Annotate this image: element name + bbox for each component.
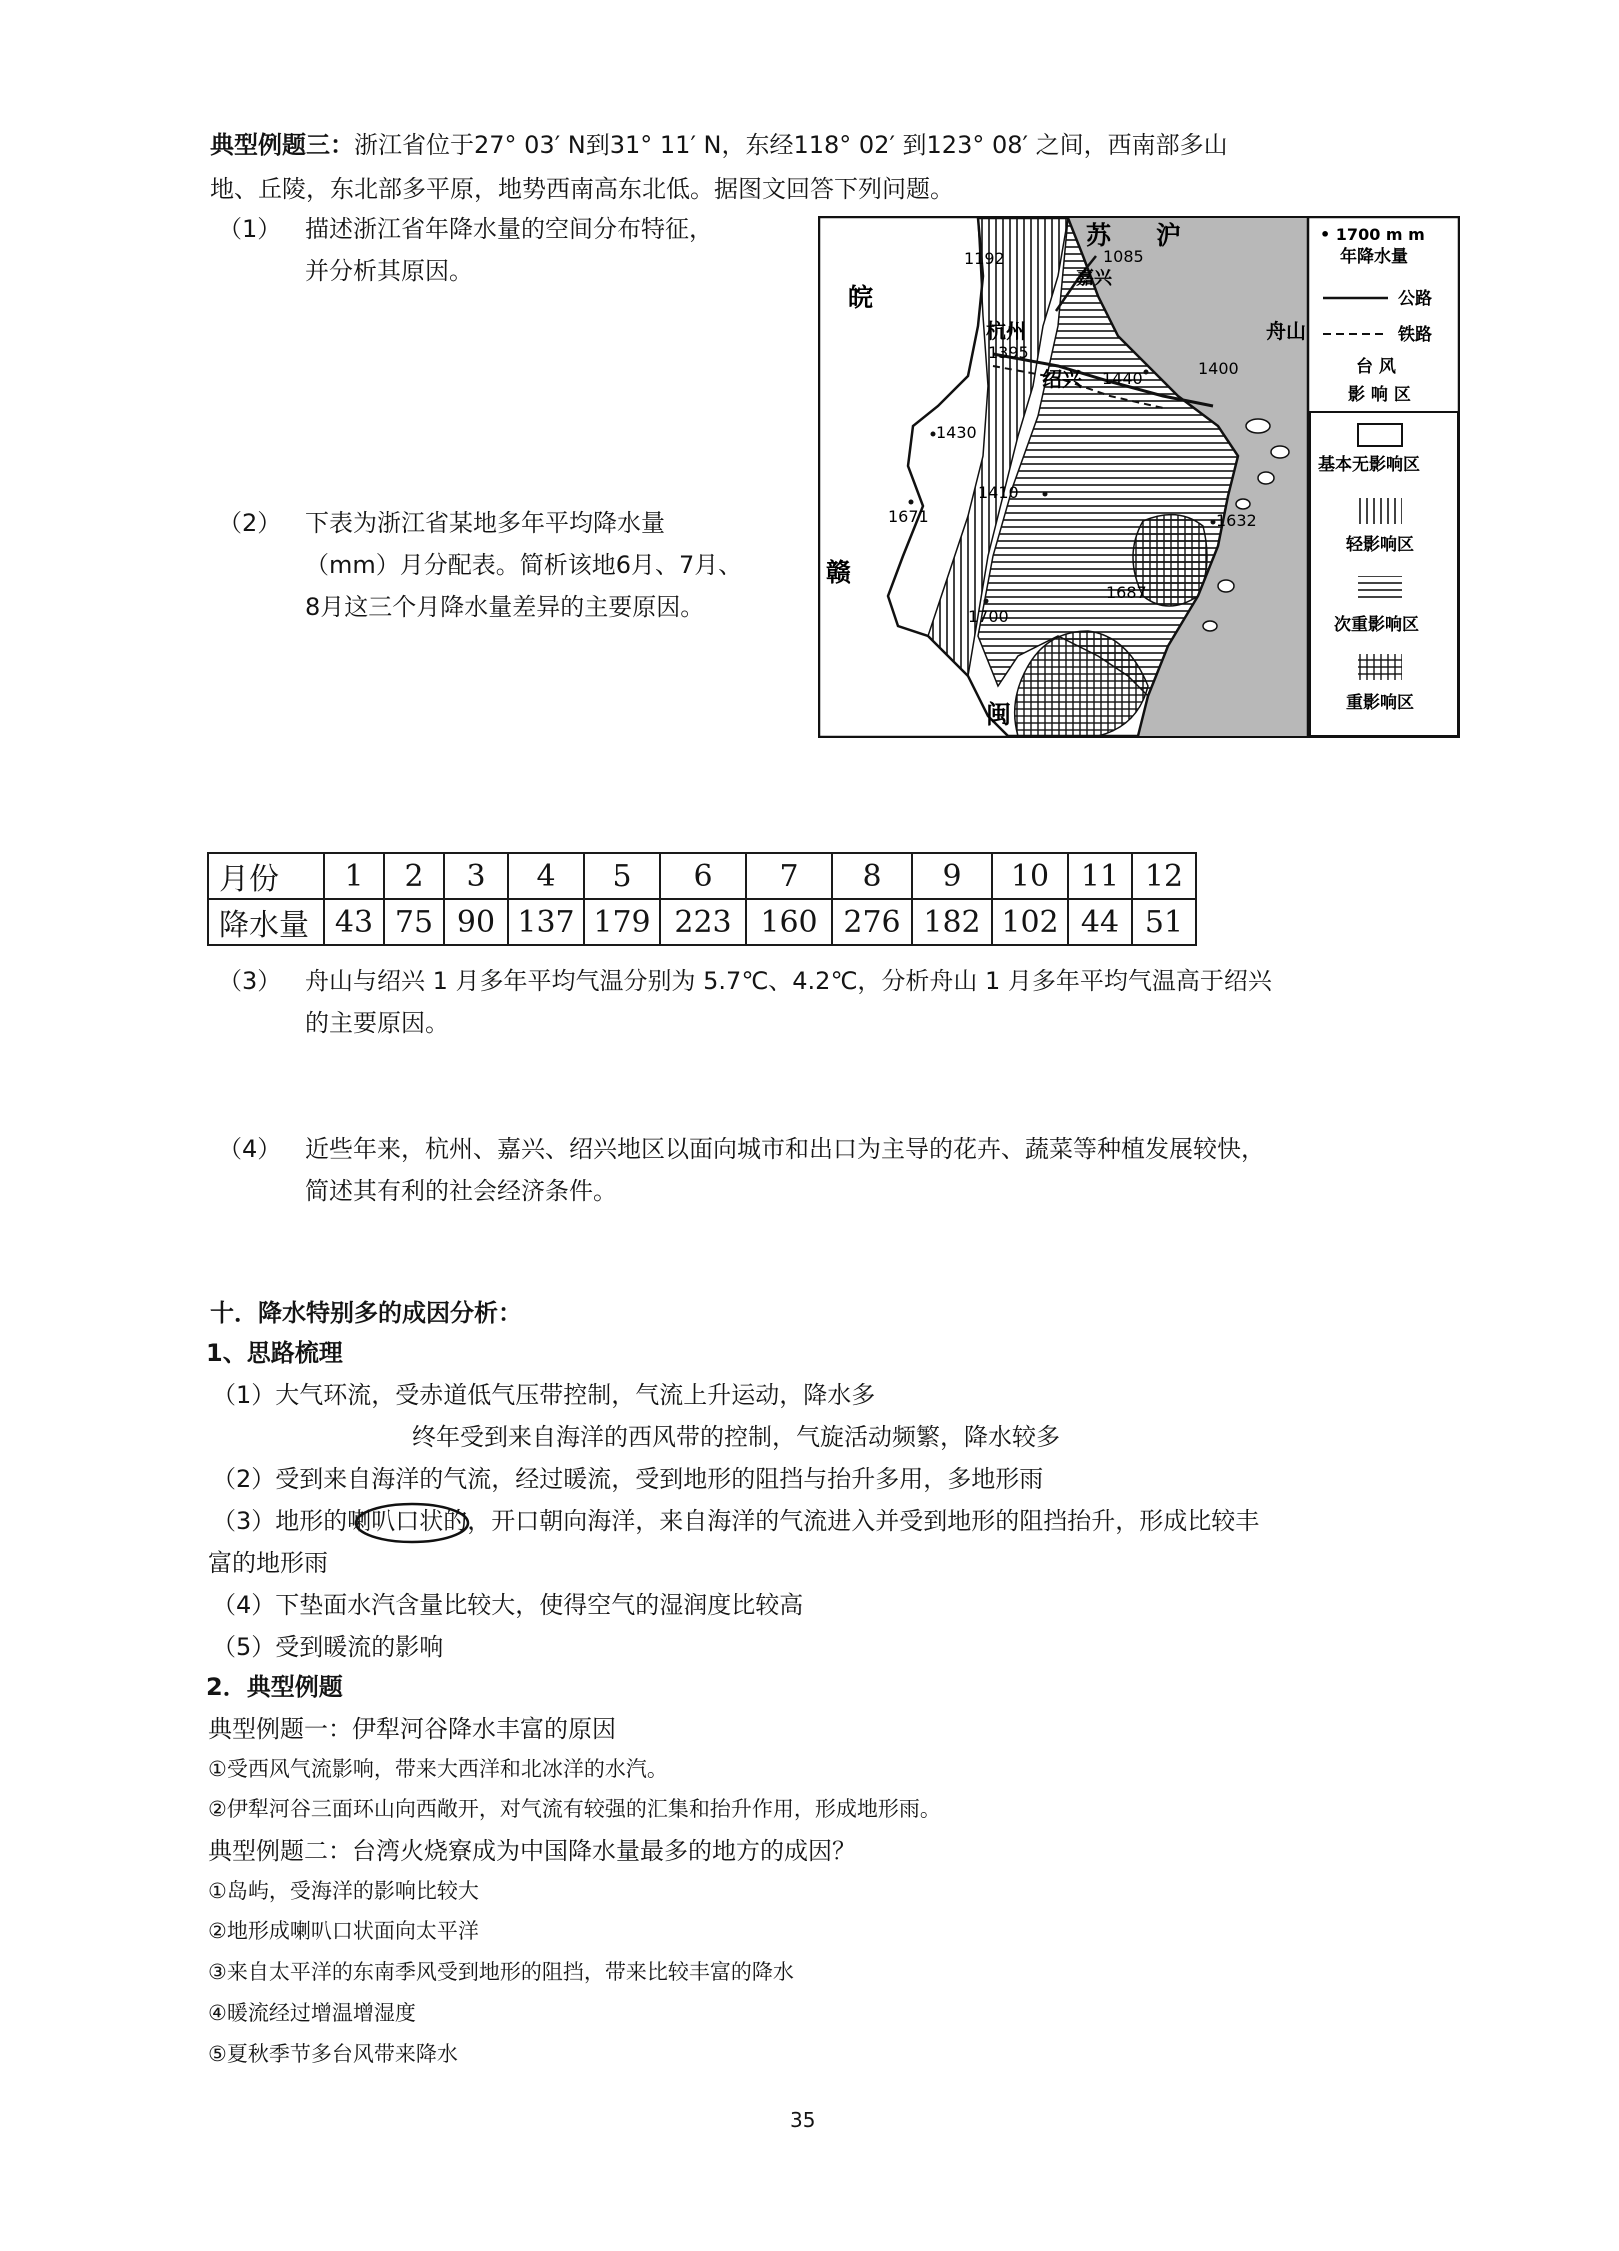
table-cell: 223 (660, 899, 746, 945)
q3-line2: 的主要原因。 (305, 1009, 449, 1037)
table-cell: 43 (324, 899, 384, 945)
island (1258, 472, 1274, 484)
island (1203, 621, 1217, 631)
rainfall-value: 1430 (936, 423, 977, 442)
table-cell: 4 (508, 853, 584, 899)
rainfall-value: 1400 (1198, 359, 1239, 378)
q2-line2: （mm）月分配表。简析该地6月、7月、 (305, 551, 743, 579)
table-header-rainfall: 降水量 (208, 899, 324, 945)
section10-sub1: 1、思路梳理 (206, 1339, 343, 1367)
city-label-shaoxing: 绍兴 (1042, 367, 1082, 391)
reason-3b: 富的地形雨 (208, 1549, 328, 1577)
reason-3a: （3）地形的喇叭口状的，开口朝向海洋，来自海洋的气流进入并受到地形的阻挡抬升，形成比较丰 (212, 1507, 1260, 1535)
table-cell: 3 (444, 853, 508, 899)
q1-number: （1） (218, 215, 282, 243)
table-cell: 9 (912, 853, 992, 899)
city-label-jiaxing: 嘉兴 (1076, 268, 1112, 289)
example1-point-2: ②伊犁河谷三面环山向西敞开，对气流有较强的汇集和抬升作用，形成地形雨。 (208, 1797, 941, 1821)
legend-typhoon-title-1: 台 风 (1356, 357, 1396, 377)
reason-4: （4）下垫面水汽含量比较大，使得空气的湿润度比较高 (212, 1591, 804, 1619)
island (1236, 499, 1250, 509)
section10-heading: 十．降水特别多的成因分析： (210, 1299, 522, 1327)
table-cell: 102 (992, 899, 1068, 945)
province-label-gan: 赣 (826, 558, 852, 587)
q1-line1: 描述浙江省年降水量的空间分布特征， (305, 215, 713, 243)
island (1218, 580, 1234, 592)
example2-title: 典型例题二：台湾火烧寮成为中国降水量最多的地方的成因？ (208, 1837, 856, 1865)
rainfall-value: 1410 (978, 483, 1019, 502)
legend-swatch-medium (1358, 576, 1402, 602)
legend-sample-label: 年降水量 (1340, 247, 1408, 267)
table-row-rainfall (208, 899, 1196, 945)
section10-sub2: 2．典型例题 (206, 1673, 343, 1701)
table-cell: 5 (584, 853, 660, 899)
legend-swatch-heavy (1358, 654, 1402, 680)
table-cell: 90 (444, 899, 508, 945)
table-cell: 12 (1132, 853, 1196, 899)
example3-intro-line1: 典型例题三：浙江省位于27° 03′ N到31° 11′ N，东经118° 02′ 到123° 08′ 之间，西南部多山 (210, 131, 1228, 159)
legend-typhoon-title-2: 影 响 区 (1348, 385, 1411, 405)
q1-line2: 并分析其原因。 (305, 257, 473, 285)
rainfall-value: 1687 (1106, 583, 1147, 602)
table-cell: 8 (832, 853, 912, 899)
table-cell: 11 (1068, 853, 1132, 899)
q4-number: （4） (218, 1135, 282, 1163)
rainfall-value: 1700 (968, 607, 1009, 626)
legend-road-label: 公路 (1398, 289, 1432, 309)
city-label-zhoushan: 舟山 (1266, 319, 1306, 343)
q2-line1: 下表为浙江省某地多年平均降水量 (305, 509, 665, 537)
reason-1b: 终年受到来自海洋的西风带的控制，气旋活动频繁，降水较多 (412, 1423, 1060, 1451)
q3-number: （3） (218, 967, 282, 995)
province-label-su: 苏 (1086, 221, 1112, 250)
table-cell: 2 (384, 853, 444, 899)
legend-swatch-none (1358, 424, 1402, 446)
city-label-hangzhou: 杭州 (986, 319, 1026, 343)
table-row-months (208, 853, 1196, 899)
table-cell: 179 (584, 899, 660, 945)
example2-point-1: ①岛屿，受海洋的影响比较大 (208, 1879, 479, 1903)
legend-label-medium: 次重影响区 (1334, 615, 1419, 635)
legend-label-none: 基本无影响区 (1318, 455, 1420, 475)
province-label-min: 闽 (986, 700, 1012, 729)
monthly-rainfall-table (207, 852, 1197, 946)
q2-line3: 8月这三个月降水量差异的主要原因。 (305, 593, 705, 621)
legend-rail-label: 铁路 (1398, 325, 1432, 345)
rainfall-value: 1395 (988, 343, 1029, 362)
legend-label-heavy: 重影响区 (1346, 693, 1414, 713)
q3-line1: 舟山与绍兴 1 月多年平均气温分别为 5.7℃、4.2℃，分析舟山 1 月多年平均气温高于绍兴 (305, 967, 1272, 995)
table-cell: 44 (1068, 899, 1132, 945)
table-cell: 75 (384, 899, 444, 945)
q4-line1: 近些年来，杭州、嘉兴、绍兴地区以面向城市和出口为主导的花卉、蔬菜等种植发展较快， (305, 1135, 1265, 1163)
example3-intro-line2: 地、丘陵，东北部多平原，地势西南高东北低。据图文回答下列问题。 (210, 175, 954, 203)
table-header-month: 月份 (208, 853, 324, 899)
rainfall-value: 1440 (1102, 369, 1143, 388)
province-label-wan: 皖 (848, 283, 874, 312)
q2-number: （2） (218, 509, 282, 537)
example2-point-2: ②地形成喇叭口状面向太平洋 (208, 1919, 479, 1943)
legend-sample: • 1700 m m (1320, 225, 1425, 244)
reason-1: （1）大气环流，受赤道低气压带控制，气流上升运动，降水多 (212, 1381, 876, 1409)
legend-label-light: 轻影响区 (1346, 535, 1414, 555)
reason-2: （2）受到来自海洋的气流，经过暖流，受到地形的阻挡与抬升多用，多地形雨 (212, 1465, 1044, 1493)
page-number: 35 (790, 2108, 816, 2132)
table-cell: 182 (912, 899, 992, 945)
island (1271, 446, 1289, 458)
reason-5: （5）受到暖流的影响 (212, 1633, 444, 1661)
example2-point-4: ④暖流经过增温增湿度 (208, 2001, 416, 2025)
hand-drawn-circle (352, 1500, 472, 1546)
table-cell: 7 (746, 853, 832, 899)
legend-swatch-light (1358, 498, 1402, 524)
example1-title: 典型例题一：伊犁河谷降水丰富的原因 (208, 1715, 616, 1743)
table-cell: 137 (508, 899, 584, 945)
island (1246, 419, 1270, 433)
rainfall-value: 1671 (888, 507, 929, 526)
example2-point-5: ⑤夏秋季节多台风带来降水 (208, 2042, 458, 2066)
example2-point-3: ③来自太平洋的东南季风受到地形的阻挡，带来比较丰富的降水 (208, 1960, 794, 1984)
rainfall-value: 1632 (1216, 511, 1257, 530)
table-cell: 160 (746, 899, 832, 945)
table-cell: 1 (324, 853, 384, 899)
zhejiang-rainfall-typhoon-map (818, 216, 1460, 738)
q4-line2: 简述其有利的社会经济条件。 (305, 1177, 617, 1205)
table-cell: 51 (1132, 899, 1196, 945)
rainfall-value: 1192 (964, 249, 1005, 268)
table-cell: 10 (992, 853, 1068, 899)
example3-title: 典型例题三： (210, 131, 354, 159)
rainfall-value: 1085 (1103, 247, 1144, 266)
example1-point-1: ①受西风气流影响，带来大西洋和北冰洋的水汽。 (208, 1757, 668, 1781)
table-cell: 6 (660, 853, 746, 899)
table-cell: 276 (832, 899, 912, 945)
province-label-hu: 沪 (1156, 221, 1182, 250)
